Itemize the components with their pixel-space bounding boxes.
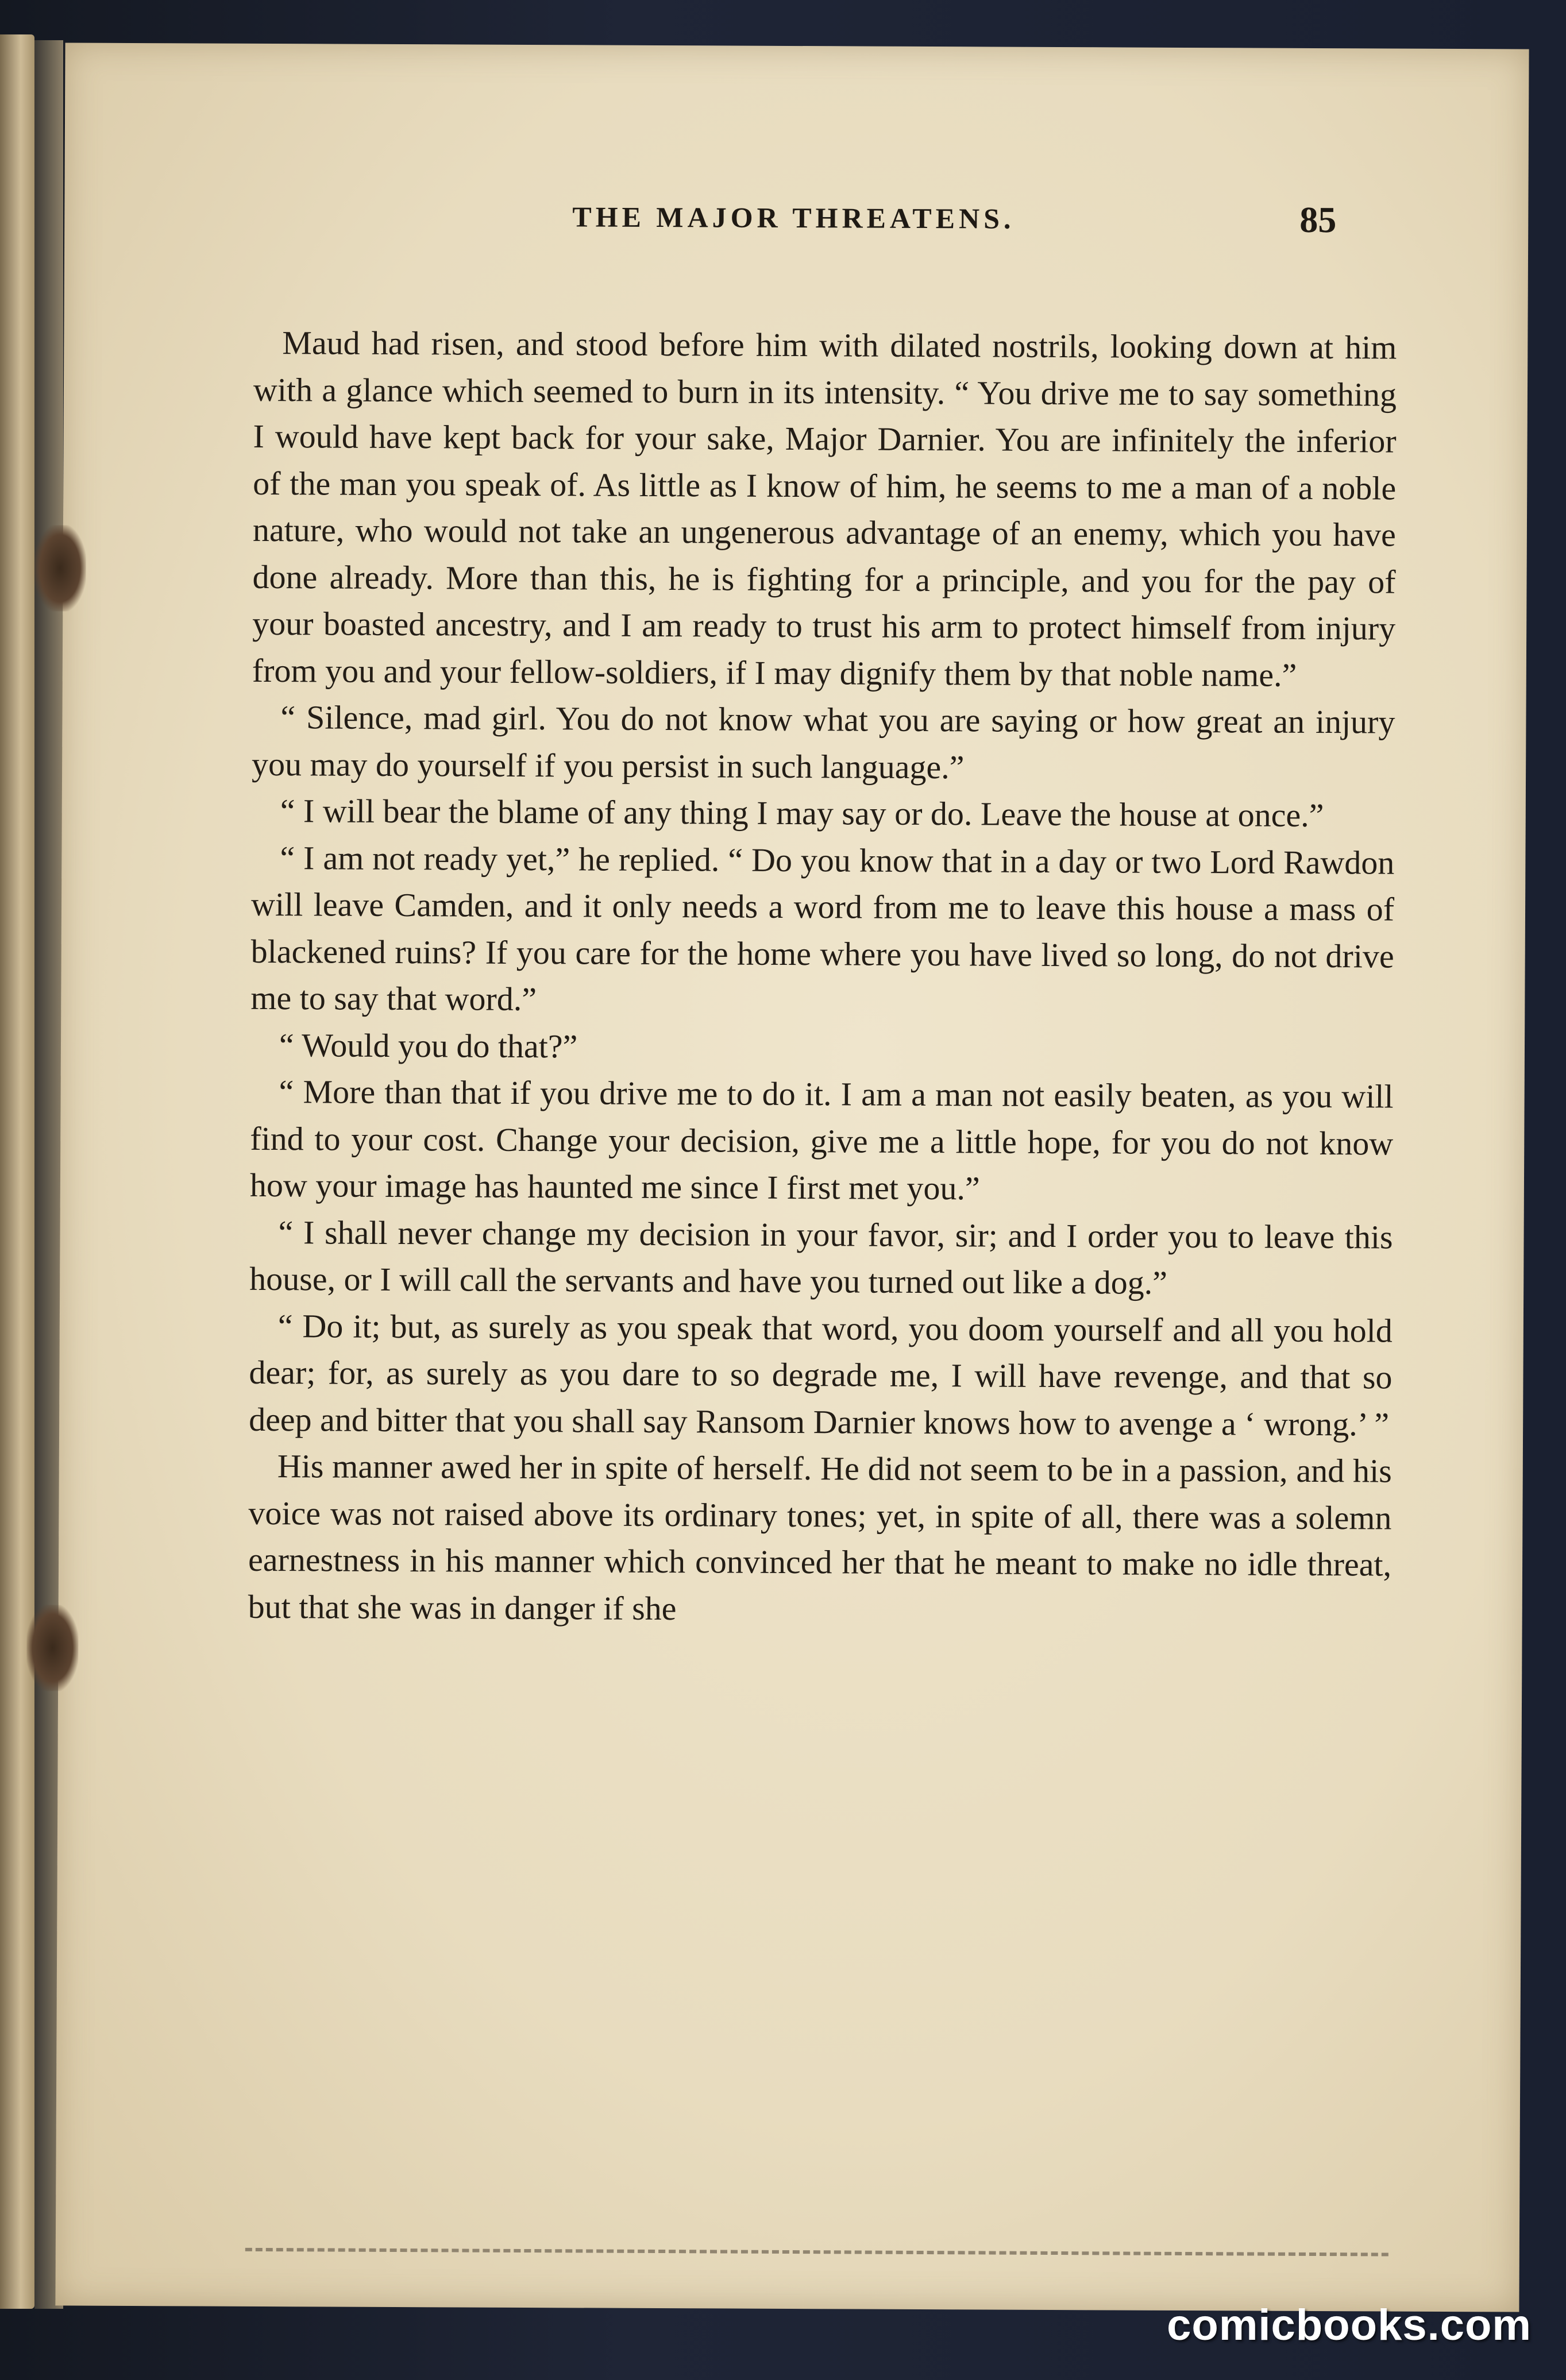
paragraph: “ Silence, mad girl. You do not know what you are saying or how great an injury you may do yourself if you persist in such language.” (251, 698, 1395, 786)
paragraph: “ I will bear the blame of any thing I may say or do. Leave the house at once.” (280, 792, 1324, 834)
paragraph: “ I shall never change my decision in your favor, sir; and I order you to leave this house, or I will call the servants and have you turned out like a dog.” (249, 1213, 1393, 1301)
previous-page-edge (0, 34, 34, 2309)
binding-hole-bottom (26, 1605, 79, 1691)
running-head-title: THE MAJOR THREATENS. (572, 200, 1015, 235)
body-text (248, 319, 1397, 1635)
page-number: 85 (1299, 199, 1337, 241)
site-watermark: comicbooks.com (1167, 2301, 1532, 2350)
running-head (64, 198, 1528, 267)
paragraph: His manner awed her in spite of herself. He did not seem to be in a passion, and his voice was not raised above its ordinary tones; yet, in spite of all, there was a solemn earnestness in his manner which convinced her that he meant to make no idle threat, but that she was in danger if she (248, 1447, 1392, 1627)
paragraph: “ I am not ready yet,” he replied. “ Do you know that in a day or two Lord Rawdon will leave Camden, and it only needs a word from me to leave this house a mass of blackened ruins? If you care for the home where you have lived so long, do not drive me to say that word.” (250, 839, 1395, 1018)
footer-rule (245, 2248, 1388, 2257)
paragraph: Maud had risen, and stood before him with dilated nostrils, looking down at him with a glance which seemed to burn in its intensity. “ You drive me to say something I would have kept back for your sake, Major Darnier. You are infinitely the inferior of the man you speak of. As little as I know of him, he seems to me a man of a noble nature, who would not take an ungenerous advantage of an enemy, which you have done already. More than this, he is fighting for a principle, and you for the pay of your boasted ancestry, and I am ready to trust his arm to protect himself from injury from you and your fellow-soldiers, if I may dignify them by that noble name.” (252, 324, 1397, 694)
paragraph: “ Do it; but, as surely as you speak that word, you doom yourself and all you hold dear; for, as surely as you dare to so degrade me, I will have revenge, and that so deep and bitter that you shall say Ransom Darnier knows how to avenge a ‘ wrong.’ ” (249, 1307, 1393, 1443)
binding-hole-top (34, 525, 86, 611)
paragraph: “ Would you do that?” (279, 1026, 578, 1065)
paragraph: “ More than that if you drive me to do it. I am a man not easily beaten, as you will find to your cost. Change your decision, give me a little hope, for you do not know how your image has haunted me since I first met you.” (249, 1073, 1394, 1207)
book-page (55, 42, 1529, 2312)
